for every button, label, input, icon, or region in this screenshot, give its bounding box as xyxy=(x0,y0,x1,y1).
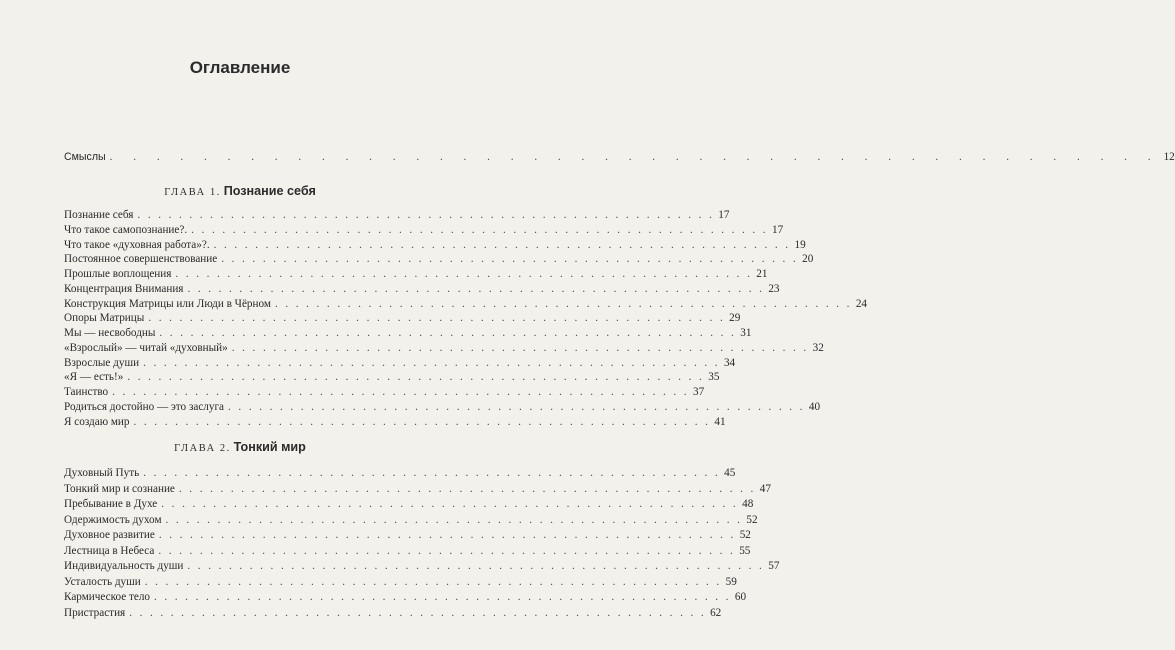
chapter-title: Познание себя xyxy=(223,184,316,198)
toc-entry xyxy=(64,604,722,620)
toc-entry xyxy=(64,309,741,325)
toc-entry-page: 55 xyxy=(739,544,751,557)
leader-dots: . . . . . . . . . . . . . . . . . . . . . . . . . . . . . . . . . . . . . . . . . . . . . . . . . . . . . . . . xyxy=(159,327,737,339)
toc-entry xyxy=(64,542,751,558)
toc-entry xyxy=(64,368,720,384)
toc-entry xyxy=(64,324,752,340)
toc-entry-page: 29 xyxy=(729,312,741,325)
toc-entry-intro xyxy=(64,148,1175,164)
toc-entry xyxy=(64,588,747,604)
leader-dots: . . . . . . . . . . . . . . . . . . . . . . . . . . . . . . . . . . . . . . . . . . . . . . . . . . . . . . . . xyxy=(143,467,721,479)
toc-entry xyxy=(64,511,758,527)
leader-dots: . . . . . . . . . . . . . . . . . . . . . . . . . . . . . . . . . . . . . . . . . . . . . . . . . . . . . . . . xyxy=(213,238,791,251)
toc-entry xyxy=(64,464,736,480)
toc-entry-label: Познание себя xyxy=(64,209,134,221)
leader-dots: . . . . . . . . . . . . . . . . . . . . . . . . . . . . . . . . . . . . . . . . . . . . . . . . . . . . . . . . xyxy=(143,356,720,369)
leader-dots: . . . . . . . . . . . . . . . . . . . . . . . . . . . . . . . . . . . . . . . . . . . . . . . . . . . . . . . . xyxy=(112,386,690,398)
toc-entry-page: 12 xyxy=(1163,151,1175,163)
leader-dots: . . . . . . . . . . . . . . . . . . . . . . . . . . . . . . . . . . . . . . . . . . . . . . . . . . . . . . . . xyxy=(178,482,756,495)
toc-entry-page: 21 xyxy=(756,268,768,280)
toc-entry-label: Таинство xyxy=(64,386,109,398)
leader-dots: . . . . . . . . . . . . . . . . . . . . . . . . . . . . . . . . . . . . . . . . . . . . . . . . . . . . . . . . xyxy=(137,209,715,221)
toc-entry-page: 17 xyxy=(772,223,784,236)
toc-entry-label: Духовное развитие xyxy=(64,529,155,541)
leader-dots: . . . . . . . . . . . . . . . . . . . . . . . . . . . . . . . . . . . . . . . . . . . . . . . . . . . . . . . . xyxy=(231,341,809,354)
toc-entry xyxy=(64,295,868,311)
page-title: Оглавление xyxy=(189,58,291,77)
toc-entry-label: Смыслы xyxy=(64,151,106,163)
toc-entry xyxy=(64,383,705,399)
leader-dots: . . . . . . . . . . . . . . . . . . . . . . . . . . . . . . . . . . . . . . . . . . . . . . . . . . . . . . . . xyxy=(228,400,805,413)
leader-dots: . . . . . . . . . . . . . . . . . . . . . . . . . . . . . . . . . . . . . . . . . . . . . . . . . . . . . . . . xyxy=(158,544,736,557)
leader-dots: . . . . . . . . . . . . . . . . . . . . . . . . . . . . . . . . . . . . . . . . . . . . . . . . . . . . . . . . xyxy=(158,529,736,541)
toc-entry-page: 52 xyxy=(746,513,758,526)
toc-entry-page: 34 xyxy=(723,356,736,369)
toc-entry xyxy=(64,557,780,573)
toc-entry xyxy=(64,250,814,266)
toc-entry-label: Взрослые души xyxy=(64,356,140,369)
leader-dots: . . . . . . . . . . . . . . . . . . . . . . . . . . . . . . . . . . . . . . . . . . . . . . . . . . . . . . . . xyxy=(274,297,852,310)
toc-entry-label: Родиться достойно — это заслуга xyxy=(64,400,225,413)
toc-entry-page: 57 xyxy=(768,560,780,572)
chapter-heading-2 xyxy=(0,440,480,454)
toc-entry-label: Кармическое тело xyxy=(64,591,150,603)
toc-entry xyxy=(64,526,751,542)
leader-dots: . . . . . . . . . . . . . . . . . . . . . . . . . . . . . . . . . . . . . . . . . . . . . . . . . . . . . . . . xyxy=(191,223,769,236)
toc-entry-page: 35 xyxy=(708,371,720,384)
toc-entry xyxy=(64,573,737,589)
toc-entry xyxy=(64,206,730,222)
toc-entry-page: 60 xyxy=(734,591,747,603)
toc-entry xyxy=(64,354,736,370)
toc-entry-page: 52 xyxy=(739,529,751,541)
toc-entry-label: Прошлые воплощения xyxy=(64,268,172,280)
toc-entry-label: Опоры Матрицы xyxy=(64,312,145,325)
leader-dots: . . . . . . . . . . . . . . . . . . . . . . . . . . . . . . . . . . . . . . . . . . . . . . . . . . . . . . . . xyxy=(221,253,799,266)
leader-dots: . . . . . . . . . . . . . . . . . . . . . . . . . . . . . . . . . . . . . . . . . . . . . . . . . . . . . . . . xyxy=(187,282,765,295)
chapter-prefix: ГЛАВА 2. xyxy=(174,443,231,454)
toc-entry xyxy=(64,339,824,355)
leader-dots: . . . . . . . . . . . . . . . . . . . . . . . . . . . . . . . . . . . . . . . . . . . . . . . . . . . . . . . . xyxy=(129,606,707,619)
toc-entry-page: 23 xyxy=(768,282,780,295)
chapter-prefix: ГЛАВА 1. xyxy=(164,187,221,198)
toc-entry-page: 20 xyxy=(802,253,814,266)
leader-dots: . . . . . . . . . . . . . . . . . . . . . . . . . . . . . . . . . . . . . . . . . . . . . . . . . . . . . . . . xyxy=(133,415,711,428)
toc-entry-label: Духовный Путь xyxy=(64,467,140,479)
toc-entry xyxy=(64,280,780,296)
toc-entry-page: 19 xyxy=(794,238,806,251)
toc-entry-label: Что такое самопознание?. xyxy=(64,223,188,236)
toc-entry xyxy=(64,265,768,281)
toc-entry-label: Одержимость духом xyxy=(64,513,162,526)
toc-entry-label: Конструкция Матрицы или Люди в Чёрном xyxy=(64,297,271,310)
toc-entry-page: 48 xyxy=(742,498,754,510)
toc-entry-label: Постоянное совершенствование xyxy=(64,253,218,266)
leader-dots: . . . . . . . . . . . . . . . . . . . . . . . . . . . . . . . . . . . . . . . . . . . . . . . . . . . . . . . . xyxy=(148,312,726,325)
toc-entry xyxy=(64,221,784,237)
toc-entry-page: 37 xyxy=(693,386,705,398)
toc-entry-page: 24 xyxy=(855,297,868,310)
toc-entry-label: Тонкий мир и сознание xyxy=(64,482,175,495)
toc-entry-label: Мы — несвободны xyxy=(64,327,156,339)
toc-entry-page: 59 xyxy=(725,575,737,588)
toc-entry xyxy=(64,495,754,511)
toc-entry-label: «Я — есть!» xyxy=(64,371,124,384)
toc-entry-label: Я создаю мир xyxy=(64,415,130,428)
toc-entry-page: 32 xyxy=(812,341,824,354)
toc-entry-page: 31 xyxy=(740,327,752,339)
toc-entry-label: Лестница в Небеса xyxy=(64,544,155,557)
toc-entry-label: Пребывание в Духе xyxy=(64,498,158,510)
toc-entry-page: 62 xyxy=(710,606,722,619)
toc-entry-page: 47 xyxy=(759,482,771,495)
leader-dots: . . . . . . . . . . . . . . . . . . . . . . . . . . . . . . . . . . . . . . . . . . . . . xyxy=(109,151,1160,163)
leader-dots: . . . . . . . . . . . . . . . . . . . . . . . . . . . . . . . . . . . . . . . . . . . . . . . . . . . . . . . . xyxy=(161,498,739,510)
toc-entry xyxy=(64,480,771,496)
leader-dots: . . . . . . . . . . . . . . . . . . . . . . . . . . . . . . . . . . . . . . . . . . . . . . . . . . . . . . . . xyxy=(144,575,722,588)
toc-entry-page: 41 xyxy=(714,415,726,428)
toc-entry-label: Концентрация Внимания xyxy=(64,282,184,295)
toc-entry xyxy=(64,413,726,429)
leader-dots: . . . . . . . . . . . . . . . . . . . . . . . . . . . . . . . . . . . . . . . . . . . . . . . . . . . . . . . . xyxy=(175,268,753,280)
toc-entry-label: Усталость души xyxy=(64,575,141,588)
leader-dots: . . . . . . . . . . . . . . . . . . . . . . . . . . . . . . . . . . . . . . . . . . . . . . . . . . . . . . . . xyxy=(154,591,731,603)
leader-dots: . . . . . . . . . . . . . . . . . . . . . . . . . . . . . . . . . . . . . . . . . . . . . . . . . . . . . . . . xyxy=(165,513,743,526)
toc-entry-label: Индивидуальность души xyxy=(64,560,184,572)
toc-entry xyxy=(64,398,821,414)
chapter-heading-1 xyxy=(0,184,480,198)
leader-dots: . . . . . . . . . . . . . . . . . . . . . . . . . . . . . . . . . . . . . . . . . . . . . . . . . . . . . . . . xyxy=(127,371,705,384)
leader-dots: . . . . . . . . . . . . . . . . . . . . . . . . . . . . . . . . . . . . . . . . . . . . . . . . . . . . . . . . xyxy=(187,560,765,572)
toc-entry-page: 45 xyxy=(724,467,736,479)
chapter-title: Тонкий мир xyxy=(233,440,306,454)
toc-entry-label: Пристрастия xyxy=(64,606,126,619)
toc-entry-label: Что такое «духовная работа»?. xyxy=(64,238,210,251)
toc-entry-label: «Взрослый» — читай «духовный» xyxy=(64,341,228,354)
toc-entry-page: 17 xyxy=(718,209,730,221)
toc-entry xyxy=(64,236,806,252)
toc-entry-page: 40 xyxy=(808,400,821,413)
